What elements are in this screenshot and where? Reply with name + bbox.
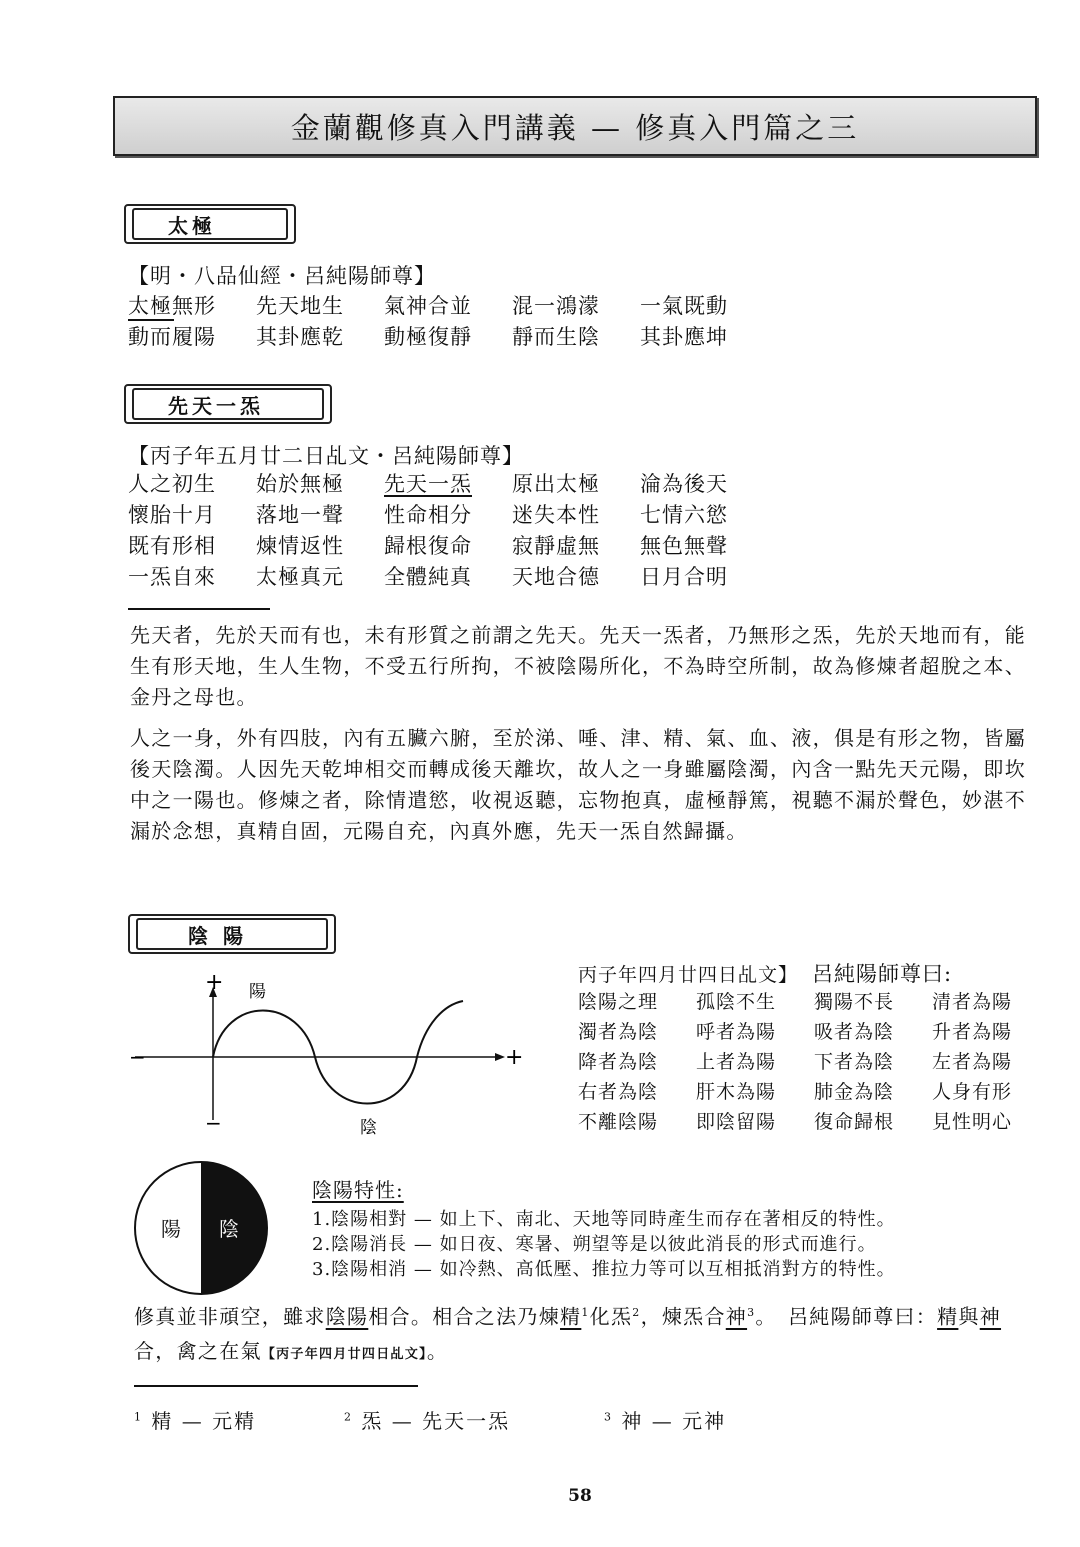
verse: 人身有形 [932,1081,1013,1103]
section-heading-label: 太極 [168,213,216,238]
text-run: 與 [958,1304,980,1329]
verse: 肝木為陽 [696,1081,777,1103]
minus-left-label: − [129,1045,146,1069]
prop-item: 3.陰陽相消 — 如冷熱、高低壓、推拉力等可以互相抵消對方的特性。 [312,1259,896,1280]
verse: 清者為陽 [932,991,1013,1013]
verse: 上者為陽 [696,1051,777,1073]
yang-half-label: 陽 [161,1217,181,1241]
underline-mark [128,319,174,321]
footnote-text: 精 — 元精 [151,1409,257,1433]
verse: 右者為陰 [578,1081,659,1103]
verse: 淪為後天 [640,472,728,496]
props-title [312,1174,404,1203]
verse: 獨陽不長 [814,991,895,1013]
verse: 下者為陰 [814,1051,895,1073]
verse-grid-xiantian [128,469,768,593]
footnote-text: 神 — 元神 [621,1409,727,1433]
verse: 孤陰不生 [696,991,777,1013]
prop-item: 1.陰陽相對 — 如上下、南北、天地等同時產生而存在著相反的特性。 [312,1209,896,1230]
minus-bottom-label: − [205,1111,222,1135]
text-run: 相合。相合之法乃煉 [368,1304,561,1329]
footnote-3 [604,1405,726,1434]
source-line: 【丙子年五月廿二日乩文・呂純陽師尊】 [128,444,524,468]
verse: 日月合明 [640,565,728,589]
x-axis-arrow [495,1053,505,1061]
verse: 全體純真 [384,565,472,589]
source-speaker: 呂純陽師尊曰: [812,962,953,986]
verse: 呼者為陽 [696,1021,777,1043]
yin-half-label: 陰 [219,1217,239,1241]
text-run: 神 [979,1304,1002,1329]
verse: 性命相分 [384,503,472,527]
source-line: 【明・八品仙經・呂純陽師尊】 [128,264,436,288]
verse: 懷胎十月 [128,503,216,527]
yin-label: 陰 [360,1118,377,1138]
text-run: 陰陽 [325,1304,369,1329]
footnote-1 [134,1405,256,1434]
section-heading-xiantian [124,384,332,424]
paragraph-xiantian-2: 人之一身，外有四肢，內有五臟六腑，至於涕、唾、津、精、氣、血、液，俱是有形之物，皆屬後天陰濁。人因先天乾坤相交而轉成後天離坎，故人之一身雖屬陰濁，內含一點先天元陽，即坎中之一陽也。修煉之者，除情遣慾，收視返聽，忘物抱真，虛極靜篤，視聽不漏於聲色，妙湛不漏於念想，真精自固，元陽自充，內真外應，先天一炁自然歸攝。 [130,726,1026,843]
footnote-number: 1 [134,1410,143,1424]
verse: 復命歸根 [814,1111,895,1133]
verse: 原出太極 [512,472,600,496]
yang-label: 陽 [249,982,266,1002]
verse: 先天一炁 [384,472,472,496]
verse: 始於無極 [256,472,344,496]
verse: 一炁自來 [128,565,216,589]
verse: 濁者為陰 [578,1021,659,1043]
verse: 其卦應坤 [640,325,728,349]
verse: 天地合德 [512,565,600,589]
verse: 歸根復命 [384,534,472,558]
verse: 左者為陽 [932,1051,1013,1073]
verse: 動極復靜 [384,325,472,349]
footnote-ref: 1 [581,1306,590,1319]
verse: 不離陰陽 [578,1111,659,1133]
text-run: 精 [937,1304,959,1329]
yinyang-circle [133,1160,269,1296]
verse: 煉情返性 [256,534,344,558]
paragraph-xiantian-1: 先天者，先於天而有也，未有形質之前謂之先天。先天一炁者，乃無形之炁，先於天地而有，能生有形天地，生人生物，不受五行所拘，不被陰陽所化，不為時空所制，故為修煉者超脫之本、金丹之母也。 [130,623,1026,709]
verse: 一氣既動 [640,294,728,318]
text-run: 修真並非頑空，雖求 [134,1304,326,1329]
text-run: 精 [560,1304,582,1329]
footnote-divider [134,1385,418,1387]
text-run: 神 [725,1304,748,1329]
sine-curve [213,1001,463,1104]
closing-paragraph [134,1296,1034,1372]
source-line-yinyang [578,958,952,988]
inline-source-note: 【丙子年四月廿四日乩文】 [261,1346,427,1362]
text-run: ，煉炁合 [640,1304,726,1329]
yinyang-sine-graph [125,965,525,1145]
section-heading-label: 陰 陽 [188,923,247,948]
divider [128,608,270,610]
verse: 迷失本性 [512,503,600,527]
footnote-number: 3 [604,1410,613,1424]
verse: 氣神合並 [384,294,472,318]
page-number: 58 [568,1486,592,1506]
text-run: 。 [426,1338,449,1363]
text-run: 。 呂純陽師尊曰： [755,1304,938,1329]
verse: 見性明心 [932,1111,1013,1133]
text-run: 合，禽之在氣 [134,1338,262,1363]
verse: 無色無聲 [640,534,728,558]
plus-right-label: + [505,1045,524,1070]
verse: 七情六慾 [640,503,728,527]
page-title-banner [113,96,1037,156]
verse: 降者為陰 [578,1051,659,1073]
verse: 既有形相 [128,534,216,558]
verse: 肺金為陰 [814,1081,895,1103]
text-run: 化炁 [589,1304,633,1329]
verse: 靜而生陰 [512,325,600,349]
verse: 動而履陽 [128,325,216,349]
props-list [312,1207,1032,1282]
verse: 太極真元 [256,565,344,589]
verse: 落地一聲 [256,503,344,527]
verse: 人之初生 [128,472,216,496]
verse: 即陰留陽 [696,1111,777,1133]
verse: 太極無形 [128,294,216,318]
section-heading-label: 先天一炁 [168,393,264,418]
verse: 升者為陽 [932,1021,1013,1043]
page-title: 金蘭觀修真入門講義 — 修真入門篇之三 [290,110,860,145]
source-date: 丙子年四月廿四日乩文】 [578,964,799,986]
verse: 混一鴻濛 [512,294,600,318]
section-heading-yinyang [128,914,336,954]
verse-grid-taiji [128,291,768,353]
verse: 先天地生 [256,294,344,318]
verse: 其卦應乾 [256,325,344,349]
verse: 陰陽之理 [578,991,659,1013]
footnote-2 [344,1405,510,1434]
verse: 吸者為陰 [814,1021,895,1043]
footnote-number: 2 [344,1410,353,1424]
plus-top-label: + [205,970,224,995]
props-title-text: 陰陽特性: [312,1178,404,1202]
prop-item: 2.陰陽消長 — 如日夜、寒暑、朔望等是以彼此消長的形式而進行。 [312,1234,877,1255]
verse: 寂靜虛無 [512,534,600,558]
verse-grid-yinyang [578,987,1050,1137]
footnote-ref: 3 [747,1306,756,1319]
footnote-ref: 2 [632,1306,641,1319]
footnote-text: 炁 — 先天一炁 [361,1409,511,1433]
section-heading-taiji [124,204,296,244]
